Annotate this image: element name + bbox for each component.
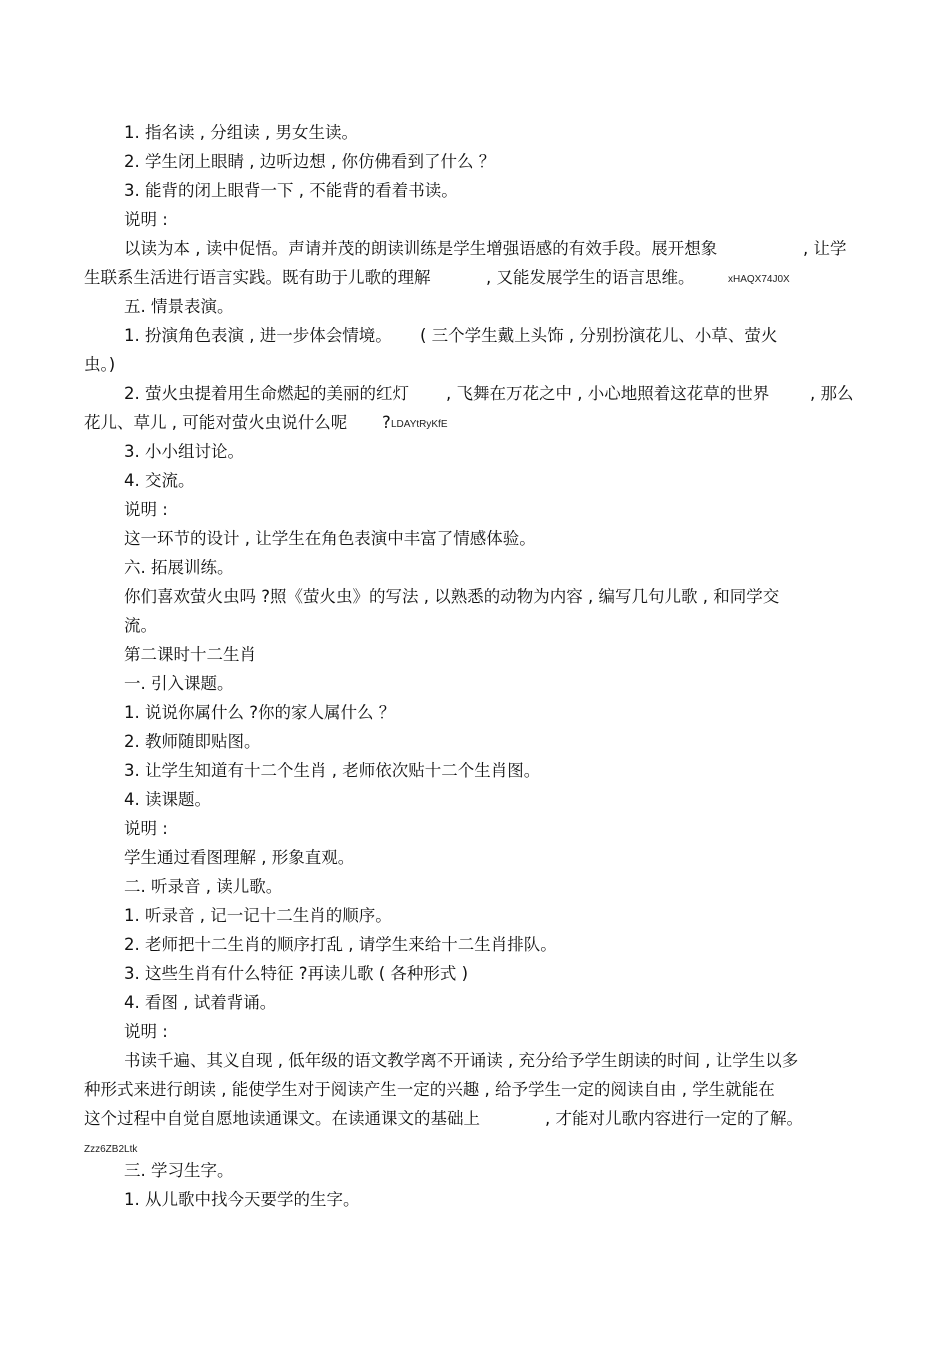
note-heading: 说明 :	[124, 500, 168, 519]
text-line: 1. 从儿歌中找今天要学的生字。	[124, 1190, 360, 1209]
text-line: 3. 能背的闭上眼背一下 , 不能背的看着书读。	[124, 181, 458, 200]
note-heading: 说明 :	[124, 210, 168, 229]
text-line: 流。	[124, 616, 157, 635]
text-line: 4. 交流。	[124, 471, 195, 490]
text-line: , 那么	[810, 384, 854, 403]
text-line: , 才能对儿歌内容进行一定的了解。	[545, 1109, 803, 1128]
text-line: 2. 学生闭上眼睛 , 边听边想 , 你仿佛看到了什么 ？	[124, 152, 496, 171]
section-heading: 六. 拓展训练。	[124, 558, 234, 577]
text-line: 2. 老师把十二生肖的顺序打乱 , 请学生来给十二生肖排队。	[124, 935, 557, 954]
text-line: 4. 读课题。	[124, 790, 211, 809]
text-line: 2. 教师随即贴图。	[124, 732, 261, 751]
text-line: 3. 小小组讨论。	[124, 442, 244, 461]
text-line: 花儿、草儿 , 可能对萤火虫说什么呢	[84, 413, 348, 432]
text-line: ( 三个学生戴上头饰 , 分别扮演花儿、小草、萤火	[420, 326, 778, 345]
text-line: 书读千遍、其义自现 , 低年级的语文教学离不开诵读 , 充分给予学生朗读的时间 , 让学生以多	[124, 1051, 799, 1070]
text-line: 虫。)	[84, 355, 116, 374]
watermark-code: LDAYtRyKfE	[391, 419, 448, 430]
text-line: 1. 扮演角色表演 , 进一步体会情境。	[124, 326, 392, 345]
text-line: 这一环节的设计 , 让学生在角色表演中丰富了情感体验。	[124, 529, 536, 548]
text-line: 3. 这些生肖有什么特征 ?再读儿歌 ( 各种形式 )	[124, 964, 469, 983]
note-heading: 说明 :	[124, 819, 168, 838]
text-line: 种形式来进行朗读 , 能使学生对于阅读产生一定的兴趣 , 给予学生一定的阅读自由 , 学生就能在	[84, 1080, 775, 1099]
text-line: 4. 看图 , 试着背诵。	[124, 993, 277, 1012]
note-heading: 说明 :	[124, 1022, 168, 1041]
text-line: 2. 萤火虫提着用生命燃起的美丽的红灯	[124, 384, 409, 403]
text-line: 以读为本 , 读中促悟。声请并茂的朗读训练是学生增强语感的有效手段。展开想象	[124, 239, 718, 258]
text-line: , 让学	[803, 239, 847, 258]
section-heading: 五. 情景表演。	[124, 297, 234, 316]
text-line: 生联系生活进行语言实践。既有助于儿歌的理解	[84, 268, 431, 287]
text-line: , 飞舞在万花之中 , 小心地照着这花草的世界	[446, 384, 770, 403]
text-line: 这个过程中自觉自愿地读通课文。在读通课文的基础上	[84, 1109, 480, 1128]
lesson-heading: 第二课时十二生肖	[124, 645, 256, 664]
text-line: , 又能发展学生的语言思维。	[486, 268, 695, 287]
text-line: ?	[382, 413, 391, 432]
watermark-code: Zzz6ZB2Ltk	[84, 1144, 138, 1155]
watermark-code: xHAQX74J0X	[728, 274, 790, 285]
text-line: 学生通过看图理解 , 形象直观。	[124, 848, 355, 867]
text-line: 3. 让学生知道有十二个生肖 , 老师依次贴十二个生肖图。	[124, 761, 541, 780]
text-line: 1. 指名读 , 分组读 , 男女生读。	[124, 123, 358, 142]
text-line: 1. 说说你属什么 ?你的家人属什么 ？	[124, 703, 396, 722]
section-heading: 三. 学习生字。	[124, 1161, 234, 1180]
section-heading: 一. 引入课题。	[124, 674, 234, 693]
text-line: 你们喜欢萤火虫吗 ?照《萤火虫》的写法 , 以熟悉的动物为内容 , 编写几句儿歌 , 和同学交	[124, 587, 780, 606]
text-line: 1. 听录音 , 记一记十二生肖的顺序。	[124, 906, 392, 925]
section-heading: 二. 听录音 , 读儿歌。	[124, 877, 283, 896]
